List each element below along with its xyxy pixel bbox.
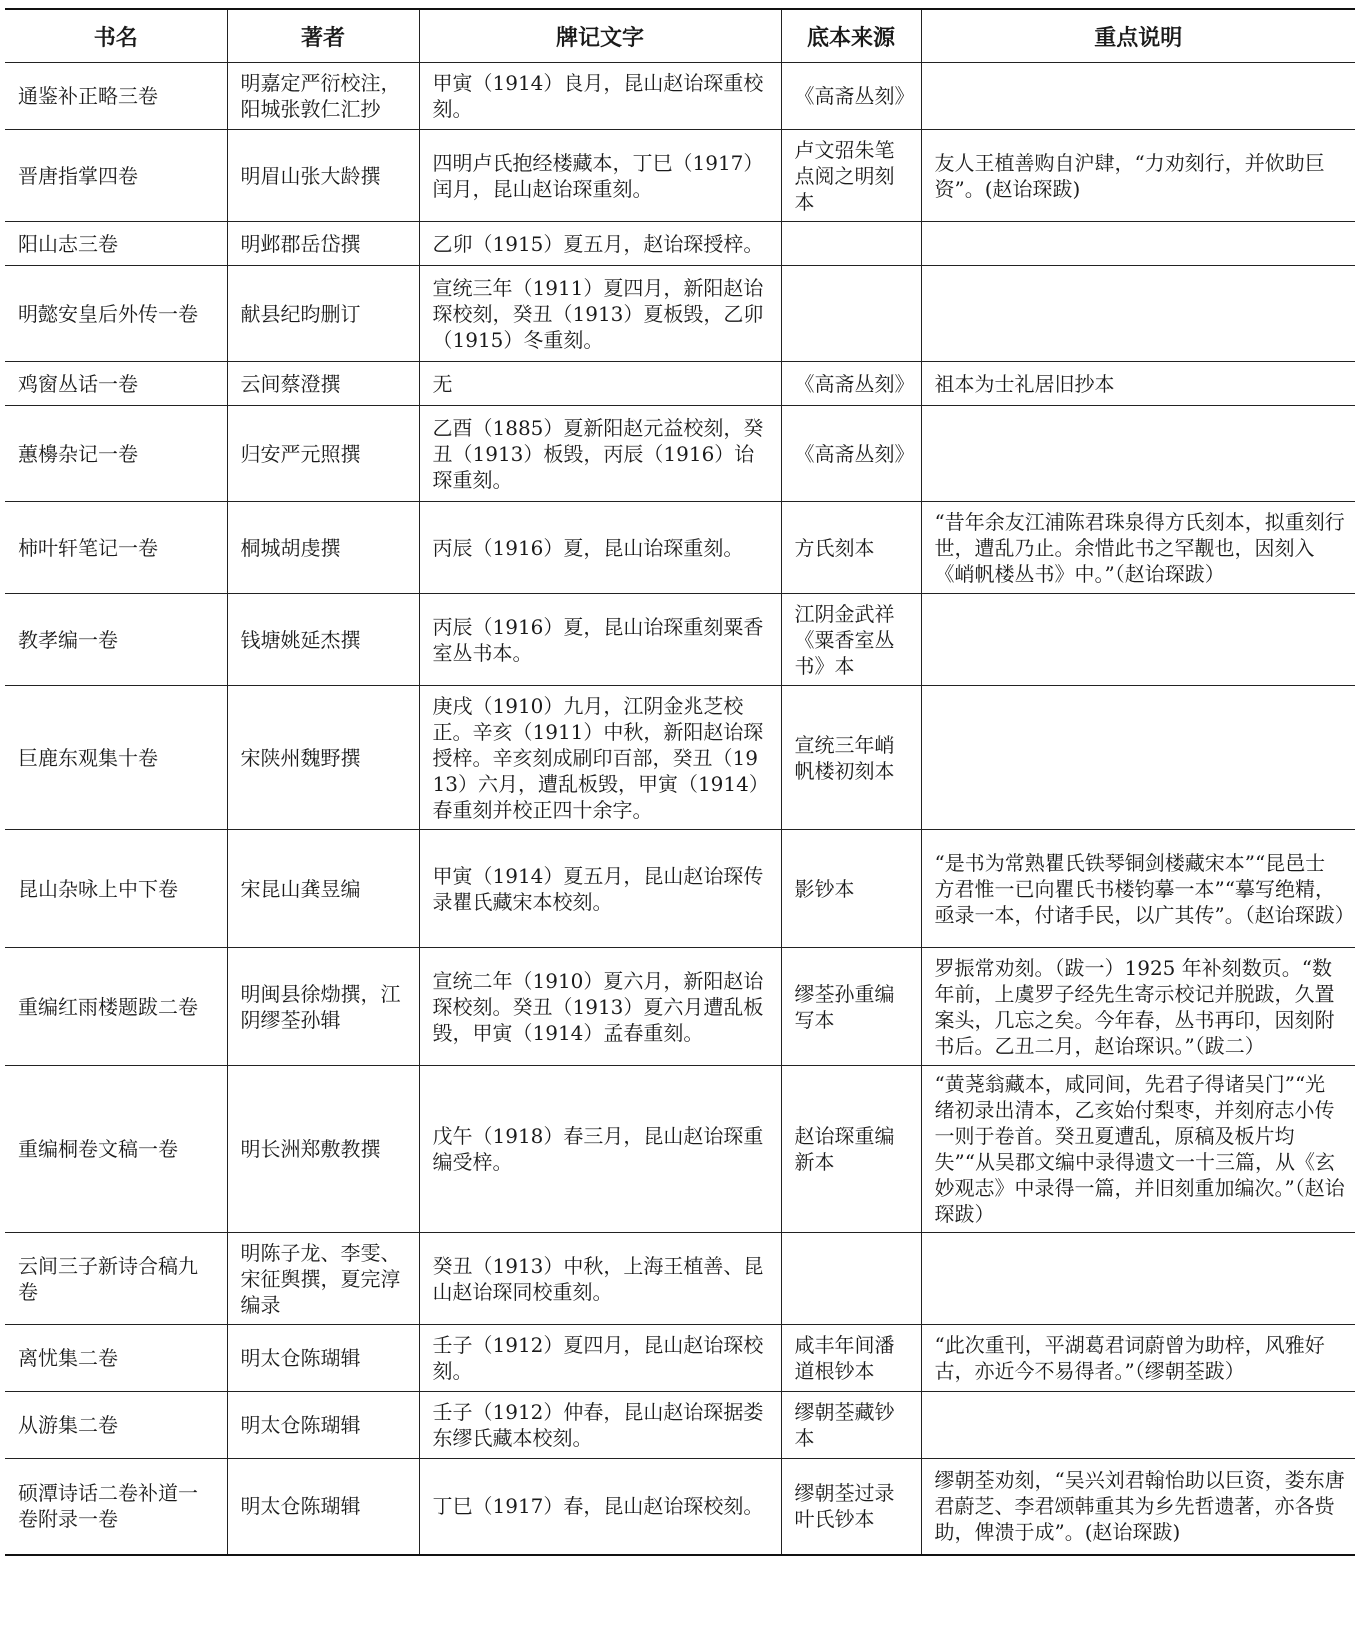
author-cell: 钱塘姚延杰撰 (227, 594, 419, 686)
notes-cell (921, 266, 1355, 362)
book-title-cell: 离忧集二卷 (5, 1325, 227, 1392)
notes-cell: 祖本为士礼居旧抄本 (921, 362, 1355, 406)
notes-cell: “黄荛翁藏本，咸同间，先君子得诸吴门”“光绪初录出清本，乙亥始付梨枣，并刻府志小传一则于卷首。癸丑夏遭乱，原稿及板片均失”“从吴郡文编中录得遗文一十三篇，从《玄妙观志》中录得一篇，并旧刻重加编次。”（赵诒琛跋） (921, 1066, 1355, 1233)
notes-cell (921, 1392, 1355, 1459)
header-author: 著者 (227, 9, 419, 63)
table-row (5, 686, 1355, 830)
colophon-cell: 癸丑（1913）中秋，上海王植善、昆山赵诒琛同校重刻。 (419, 1233, 781, 1325)
notes-cell: 缪朝荃劝刻，“吴兴刘君翰怡助以巨资，娄东唐君蔚芝、李君颂韩重其为乡先哲遗著，亦各赀助，俾溃于成”。(赵诒琛跋) (921, 1459, 1355, 1555)
author-cell: 明太仓陈瑚辑 (227, 1325, 419, 1392)
header-key-notes: 重点说明 (921, 9, 1355, 63)
table-row (5, 1325, 1355, 1392)
source-cell (781, 266, 921, 362)
book-title-cell: 重编红雨楼题跋二卷 (5, 948, 227, 1066)
book-title-cell: 云间三子新诗合稿九卷 (5, 1233, 227, 1325)
book-title-cell: 教孝编一卷 (5, 594, 227, 686)
notes-cell (921, 686, 1355, 830)
source-cell: 影钞本 (781, 830, 921, 948)
colophon-cell: 宣统二年（1910）夏六月，新阳赵诒琛校刻。癸丑（1913）夏六月遭乱板毁，甲寅（1914）孟春重刻。 (419, 948, 781, 1066)
source-cell: 缪朝荃藏钞本 (781, 1392, 921, 1459)
source-cell: 赵诒琛重编新本 (781, 1066, 921, 1233)
book-title-cell: 昆山杂咏上中下卷 (5, 830, 227, 948)
author-cell: 明长洲郑敷教撰 (227, 1066, 419, 1233)
notes-cell: “此次重刊，平湖葛君词蔚曾为助梓，风雅好古，亦近今不易得者。”（缪朝荃跋） (921, 1325, 1355, 1392)
source-cell: 缪朝荃过录叶氏钞本 (781, 1459, 921, 1555)
colophon-cell: 甲寅（1914）良月，昆山赵诒琛重校刻。 (419, 63, 781, 130)
colophon-cell: 庚戌（1910）九月，江阴金兆芝校正。辛亥（1911）中秋，新阳赵诒琛授梓。辛亥刻成刷印百部，癸丑（1913）六月，遭乱板毁，甲寅（1914）春重刻并校正四十余字。 (419, 686, 781, 830)
colophon-cell: 壬子（1912）夏四月，昆山赵诒琛校刻。 (419, 1325, 781, 1392)
table-row (5, 266, 1355, 362)
notes-cell: “昔年余友江浦陈君珠泉得方氏刻本，拟重刻行世，遭乱乃止。余惜此书之罕觏也，因刻入《峭帆楼丛书》中。”（赵诒琛跋） (921, 502, 1355, 594)
author-cell: 宋陕州魏野撰 (227, 686, 419, 830)
author-cell: 宋昆山龚昱编 (227, 830, 419, 948)
colophon-cell: 戊午（1918）春三月，昆山赵诒琛重编受梓。 (419, 1066, 781, 1233)
table-row (5, 502, 1355, 594)
table-row (5, 222, 1355, 266)
header-book-title: 书名 (5, 9, 227, 63)
book-title-cell: 鸡窗丛话一卷 (5, 362, 227, 406)
source-cell: 方氏刻本 (781, 502, 921, 594)
colophon-cell: 丙辰（1916）夏，昆山诒琛重刻。 (419, 502, 781, 594)
source-cell: 卢文弨朱笔点阅之明刻本 (781, 130, 921, 222)
header-source-edition: 底本来源 (781, 9, 921, 63)
colophon-cell: 甲寅（1914）夏五月，昆山赵诒琛传录瞿氏藏宋本校刻。 (419, 830, 781, 948)
book-title-cell: 阳山志三卷 (5, 222, 227, 266)
notes-cell: 罗振常劝刻。（跋一）1925 年补刻数页。“数年前，上虞罗子经先生寄示校记并脱跋，久置案头，几忘之矣。今年春，丛书再印，因刻附书后。乙丑二月，赵诒琛识。”（跋二） (921, 948, 1355, 1066)
book-title-cell: 从游集二卷 (5, 1392, 227, 1459)
table-row (5, 1066, 1355, 1233)
colophon-cell: 无 (419, 362, 781, 406)
table-row (5, 594, 1355, 686)
table-row (5, 1233, 1355, 1325)
colophon-cell: 乙卯（1915）夏五月，赵诒琛授梓。 (419, 222, 781, 266)
author-cell: 云间蔡澄撰 (227, 362, 419, 406)
source-cell (781, 222, 921, 266)
book-title-cell: 巨鹿东观集十卷 (5, 686, 227, 830)
colophon-cell: 宣统三年（1911）夏四月，新阳赵诒琛校刻，癸丑（1913）夏板毁，乙卯（1915）冬重刻。 (419, 266, 781, 362)
notes-cell: 友人王植善购自沪肆，“力劝刻行，并佽助巨资”。(赵诒琛跋) (921, 130, 1355, 222)
table-row (5, 948, 1355, 1066)
author-cell: 明邺郡岳岱撰 (227, 222, 419, 266)
source-cell: 《高斋丛刻》 (781, 406, 921, 502)
notes-cell (921, 222, 1355, 266)
author-cell: 明眉山张大龄撰 (227, 130, 419, 222)
book-table (5, 8, 1355, 1556)
table-row (5, 362, 1355, 406)
author-cell: 归安严元照撰 (227, 406, 419, 502)
table-row (5, 130, 1355, 222)
notes-cell (921, 63, 1355, 130)
source-cell: 江阴金武祥《粟香室丛书》本 (781, 594, 921, 686)
source-cell: 《高斋丛刻》 (781, 63, 921, 130)
table-header-row (5, 9, 1355, 63)
page (5, 8, 1355, 1556)
author-cell: 明嘉定严衍校注，阳城张敦仁汇抄 (227, 63, 419, 130)
colophon-cell: 四明卢氏抱经楼藏本，丁巳（1917）闰月，昆山赵诒琛重刻。 (419, 130, 781, 222)
table-body (5, 63, 1355, 1555)
colophon-cell: 丙辰（1916）夏，昆山诒琛重刻粟香室丛书本。 (419, 594, 781, 686)
book-title-cell: 通鉴补正略三卷 (5, 63, 227, 130)
table-row (5, 830, 1355, 948)
source-cell: 宣统三年峭帆楼初刻本 (781, 686, 921, 830)
table-row (5, 1392, 1355, 1459)
notes-cell: “是书为常熟瞿氏铁琴铜剑楼藏宋本”“昆邑士方君惟一已向瞿氏书楼钧摹一本”“摹写绝精，亟录一本，付诸手民，以广其传”。（赵诒琛跋） (921, 830, 1355, 948)
book-title-cell: 柿叶轩笔记一卷 (5, 502, 227, 594)
author-cell: 明闽县徐𤊹撰，江阴缪荃孙辑 (227, 948, 419, 1066)
notes-cell (921, 594, 1355, 686)
book-title-cell: 蕙櫋杂记一卷 (5, 406, 227, 502)
source-cell: 《高斋丛刻》 (781, 362, 921, 406)
colophon-cell: 壬子（1912）仲春，昆山赵诒琛据娄东缪氏藏本校刻。 (419, 1392, 781, 1459)
table-row (5, 63, 1355, 130)
source-cell: 咸丰年间潘道根钞本 (781, 1325, 921, 1392)
book-title-cell: 硕潭诗话二卷补道一卷附录一卷 (5, 1459, 227, 1555)
book-title-cell: 重编桐卷文稿一卷 (5, 1066, 227, 1233)
author-cell: 明太仓陈瑚辑 (227, 1392, 419, 1459)
author-cell: 桐城胡虔撰 (227, 502, 419, 594)
notes-cell (921, 406, 1355, 502)
author-cell: 明陈子龙、李雯、宋征舆撰，夏完淳编录 (227, 1233, 419, 1325)
author-cell: 明太仓陈瑚辑 (227, 1459, 419, 1555)
source-cell: 缪荃孙重编写本 (781, 948, 921, 1066)
colophon-cell: 乙酉（1885）夏新阳赵元益校刻，癸丑（1913）板毁，丙辰（1916）诒琛重刻。 (419, 406, 781, 502)
header-colophon-text: 牌记文字 (419, 9, 781, 63)
author-cell: 献县纪昀删订 (227, 266, 419, 362)
table-row (5, 406, 1355, 502)
colophon-cell: 丁巳（1917）春，昆山赵诒琛校刻。 (419, 1459, 781, 1555)
book-title-cell: 明懿安皇后外传一卷 (5, 266, 227, 362)
notes-cell (921, 1233, 1355, 1325)
book-title-cell: 晋唐指掌四卷 (5, 130, 227, 222)
table-row (5, 1459, 1355, 1555)
source-cell (781, 1233, 921, 1325)
